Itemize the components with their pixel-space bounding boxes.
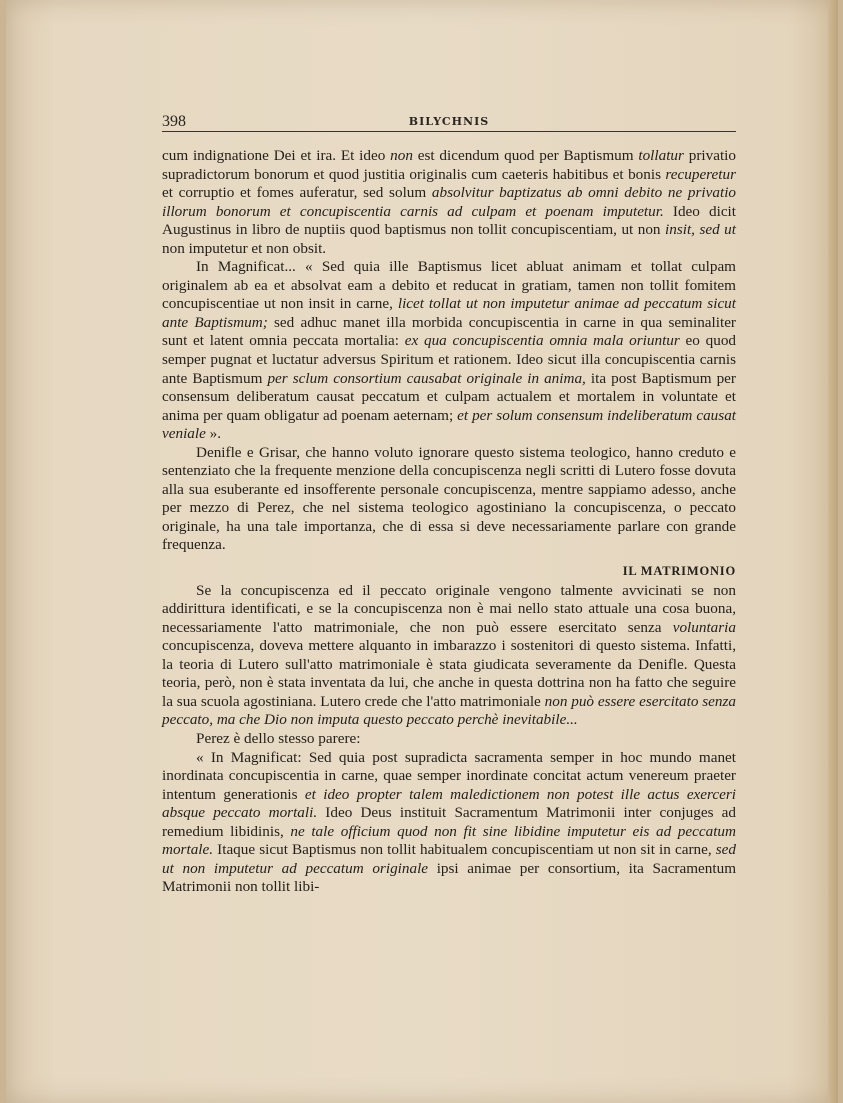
italic-text: et ideo propter talem maledictionem non potest ille actus exerceri absque peccato mortali. — [162, 785, 737, 822]
text-run: Denifle e Grisar, che hanno voluto ignorare questo sistema teologico, hanno creduto e sentenziato che la frequente menzione della concupiscenza negli scritti di Lutero fosse dovuta alla sua esuberante ed insofferente personale concupiscenza, mentre sappiamo adesso, anche per mezzo di Perez, che nel sistema teologico agostiniano la concupiscenza, o peccato originale, ha una tale importanza, che di essa si deve necessariamente parlare con grande frequenza. — [162, 443, 736, 554]
italic-text: recuperetur — [665, 165, 736, 183]
italic-text: voluntaria — [672, 618, 736, 636]
page-edge — [828, 0, 838, 1103]
italic-text: insit, sed ut — [665, 221, 736, 239]
italic-text: non può essere esercitato senza peccato, ma che Dio non imputa questo peccato perchè inevitabile... — [162, 692, 736, 729]
text-run: eo quod semper pugnat et luctatur adversus Spiritum et rationem. Ideo sicut illa concupiscentia carnis ante Baptismum — [162, 332, 737, 387]
text-run: cum indignatione Dei et ira. Et ideo — [162, 147, 391, 164]
text-run: Perez è dello stesso parere: — [196, 729, 361, 747]
italic-text: non — [390, 147, 413, 164]
text-run: IL MATRIMONIO — [622, 564, 736, 579]
body-text — [162, 147, 736, 897]
italic-text: per sclum consortium causabat originale in anima, — [267, 369, 586, 387]
text-run: Itaque sicut Baptismus non tollit habitualem concupiscentiam ut non sit in carne, — [213, 841, 716, 859]
text-run: ipsi animae per consortium, ita Sacramentum Matrimonii non tollit libi- — [162, 859, 737, 896]
text-run: In Magnificat... « Sed quia ille Baptismus licet abluat animam et tollat culpam originalem ab ea et absolvat eam a debito et reducat in gratiam, tamen non tollit fomitem concupiscentiae ut non insit in carne, — [162, 258, 736, 313]
text-run: sed adhuc manet illa morbida concupiscentia in carne in qua seminaliter sunt et latent omnia peccata mortalia: — [162, 313, 736, 350]
running-title: BILYCHNIS — [408, 115, 490, 128]
text-run: « In Magnificat: Sed quia post supradicta sacramenta semper in hoc mundo manet inordinata concupiscentia in carne, quae semper inordinate concitat actum venereum praeter intentum generationis — [162, 748, 736, 803]
text-run: et corruptio et fomes auferatur, sed solum — [162, 184, 432, 202]
paragraph — [162, 147, 736, 258]
text-run: Ideo Deus instituit Sacramentum Matrimonii inter conjuges ad remedium libidinis, — [162, 804, 736, 840]
text-run: est dicendum quod per Baptismum — [412, 147, 639, 164]
paragraph — [162, 444, 736, 555]
text-run: Ideo dicit Augustinus in libro de nuptiis quod baptismus non tollit concupiscentiam, ut non — [162, 202, 736, 239]
italic-text: tollatur — [638, 147, 684, 164]
paragraph — [162, 582, 736, 730]
section-heading — [162, 562, 736, 581]
italic-text: licet tollat ut non imputetur animae ad peccatum sicut ante Baptismum; — [162, 295, 736, 331]
paragraph — [162, 749, 736, 897]
text-run: ». — [205, 425, 222, 443]
text-run: Se la concupiscenza ed il peccato originale vengono talmente avvicinati se non addirittura identificati, e se la concupiscenza non è mai nello stato attuale una cosa buona, necessariamente l'atto matrimoniale, che non può essere esercitato senza — [162, 581, 736, 636]
paragraph — [162, 258, 736, 443]
text-run: privatio supradictorum bonorum et quod justitia originalis cum caeteris habitibus et bonis — [162, 147, 736, 183]
italic-text: ex qua concupiscentia omnia mala oriuntur — [404, 332, 680, 350]
text-run: non imputetur et non obsit. — [162, 239, 327, 257]
italic-text: sed ut non imputetur ad peccatum originale — [162, 841, 736, 877]
paragraph — [162, 730, 736, 749]
italic-text: ne tale officium quod non fit sine libidine imputetur eis ad peccatum mortale. — [162, 822, 736, 859]
page-header — [162, 113, 736, 133]
header-rule — [162, 131, 736, 132]
text-run: concupiscenza, doveva mettere alquanto in imbarazzo i sostenitori di questo sistema. Infatti, la teoria di Lutero sull'atto matrimoniale è stata giudicata severamente da Denifle. Questa teoria, però, non è stata inventata da lui, che anche in questa dottrina non ha fatto che seguire la sua scuola agostiniana. Lutero crede che l'atto matrimoniale — [162, 637, 736, 710]
italic-text: et per solum consensum indeliberatum causat veniale — [162, 406, 737, 443]
page-number: 398 — [162, 113, 186, 130]
text-run: ita post Baptismum per consensum deliberatum causat peccatum et culpam actualem et mortalem in voluntate et anima per quam obligatur ad poenam aeternam; — [162, 369, 736, 424]
italic-text: absolvitur baptizatus ab omni debito ne privatio illorum bonorum et concupiscentia carnis ad culpam et poenam imputetur. — [162, 184, 737, 220]
